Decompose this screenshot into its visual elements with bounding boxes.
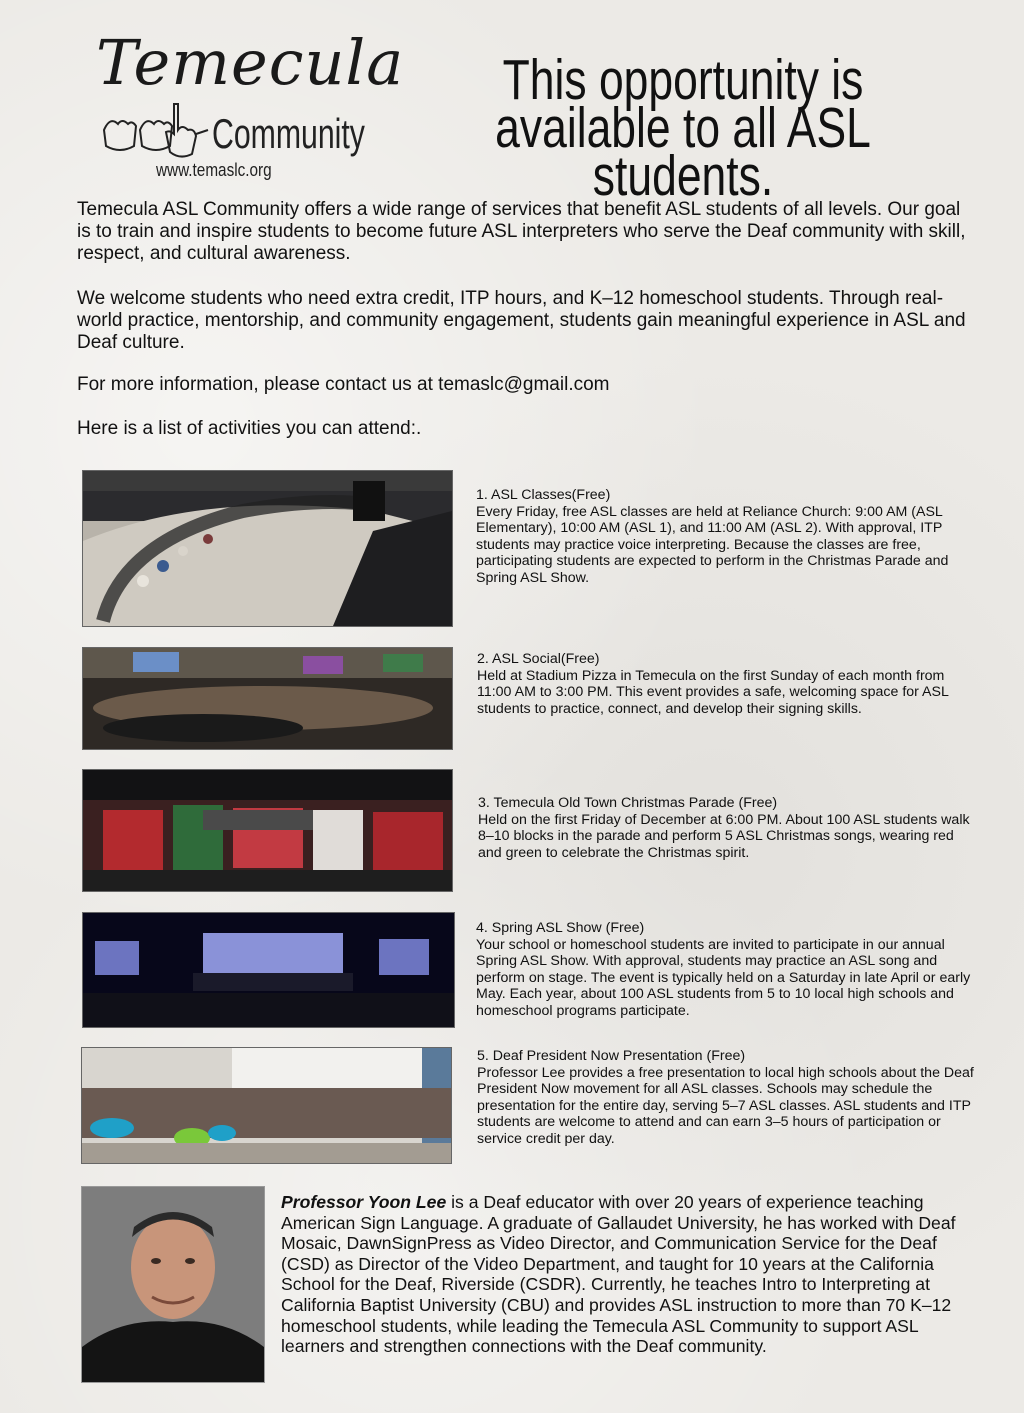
activity-4	[476, 920, 981, 1019]
activity-1	[476, 487, 976, 586]
activity-2	[477, 651, 977, 717]
christmas-parade-photo	[82, 769, 453, 892]
logo-community-text: Community	[212, 110, 365, 157]
contact-line: For more information, please contact us at temaslc@gmail.com	[77, 374, 610, 395]
activity-title: 4. Spring ASL Show (Free)	[476, 920, 645, 936]
headline-line-1: This opportunity is	[502, 48, 864, 112]
professor-name: Professor Yoon Lee	[281, 1192, 447, 1212]
logo-url: www.temaslc.org	[156, 160, 272, 180]
deaf-president-now-photo	[81, 1047, 452, 1164]
activity-description: Professor Lee provides a free presentation to local high schools about the Deaf President Now movement for all ASL classes. Schools may schedule the presentation for the entire day, serving 5–7 ASL classes. ASL students and ITP students are welcome to attend and can earn 3–5 hours of participation or service credit per day.	[477, 1064, 974, 1147]
activity-title: 3. Temecula Old Town Christmas Parade (Free)	[478, 795, 778, 811]
activity-title: 2. ASL Social(Free)	[477, 651, 600, 667]
activity-description: Every Friday, free ASL classes are held at Reliance Church: 9:00 AM (ASL Elementary), 10:00 AM (ASL 1), and 11:00 AM (ASL 2). With approval, ITP students may practice voice interpreting. Because the classes are free, participating students are expected to perform in the Christmas Parade and Spring ASL Show.	[476, 503, 949, 586]
headline	[453, 48, 913, 208]
spring-asl-show-photo	[82, 912, 455, 1028]
activity-description: Held on the first Friday of December at 6:00 PM. About 100 ASL students walk 8–10 blocks in the parade and perform 5 ASL Christmas songs, wearing red and green to celebrate the Christmas spirit.	[478, 811, 970, 861]
activity-title: 5. Deaf President Now Presentation (Free)	[477, 1048, 746, 1064]
professor-bio	[281, 1192, 981, 1357]
activity-title: 1. ASL Classes(Free)	[476, 487, 611, 503]
intro-paragraph-2: We welcome students who need extra credit, ITP hours, and K–12 homeschool students. Through real-world practice, mentorship, and community engagement, students gain meaningful experience in ASL and Deaf culture.	[77, 288, 966, 353]
activity-5	[477, 1048, 977, 1147]
professor-bio-text: is a Deaf educator with over 20 years of experience teaching American Sign Language. A graduate of Gallaudet University, he has worked with Deaf Mosaic, DawnSignPress as Video Director, and Communication Service for the Deaf (CSD) as Director of the Video Department, and taught for 10 years at the California School for the Deaf, Riverside (CSDR). Currently, he teaches Intro to Interpreting at California Baptist University (CBU) and provides ASL instruction to more than 70 K–12 homeschool students, while leading the Temecula ASL Community to support ASL learners and strengthen connections with the Deaf community.	[281, 1192, 956, 1357]
asl-social-photo	[82, 647, 453, 750]
activities-heading: Here is a list of activities you can attend:.	[77, 418, 422, 439]
intro-paragraph-1: Temecula ASL Community offers a wide range of services that benefit ASL students of all levels. Our goal is to train and inspire students to become future ASL interpreters who serve the Deaf community with skill, respect, and cultural awareness.	[77, 199, 966, 264]
activity-3	[478, 795, 978, 861]
headline-line-2: available to all ASL students.	[495, 96, 871, 208]
activity-description: Held at Stadium Pizza in Temecula on the first Sunday of each month from 11:00 AM to 3:00 PM. This event provides a safe, welcoming space for ASL students to practice, connect, and develop their signing skills.	[477, 667, 949, 717]
activity-description: Your school or homeschool students are invited to participate in our annual Spring ASL Show. With approval, students may practice an ASL song and perform on stage. The event is typically held on a Saturday in late April or early May. Each year, about 100 ASL students from 5 to 10 local high schools and homeschool programs participate.	[476, 936, 971, 1019]
logo-title: Temecula	[96, 26, 405, 99]
professor-portrait	[81, 1186, 265, 1383]
asl-classes-photo	[82, 470, 453, 627]
asl-hands-logo-icon	[100, 100, 210, 160]
